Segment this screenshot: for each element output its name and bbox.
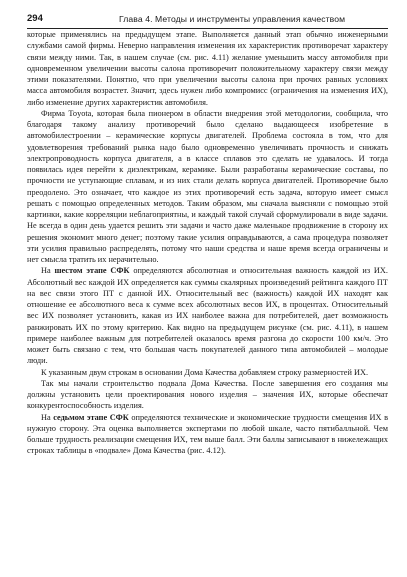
body-text (27, 29, 388, 457)
paragraph-3 (27, 265, 388, 366)
paragraph-2 (27, 108, 388, 266)
paragraph-4-text: К указанным двум строкам в основании Дома Качества добавляем строку размерностей ИХ. (41, 367, 369, 377)
paragraph-6-lead: На (41, 412, 54, 422)
paragraph-6-text: определяются технические и экономические трудности смещения ИХ в нужную сторону. Эта оценка выполняется экспертами по любой шкале, часто пятибалльной. Чем больше трудность реализации смещения ИХ, тем выше балл. Эти баллы записывают в нижележащих строках таблицы в «подвале» Дома Качества (рис. 4.12). (27, 412, 388, 456)
paragraph-3-text: определяются абсолютная и относительная важность каждой из ИХ. Абсолютный вес каждой ИХ определяется как суммы скалярных произведений рейтинга каждого ПТ на вес связи этого ПТ с данной ИХ. Относительный вес (важность) каждой ИХ находят как отношение ее абсолютного веса к сумме всех абсолютных весов ИХ, в процентах. Относительный вес ИХ позволяет установить, какая из ИХ наиболее важна для потребителей, дает возможность ранжировать ИХ по этому критерию. Как видно на предыдущем рисунке (см. рис. 4.11), в нашем примере наиболее важным для потребителей оказалось время разгона до скорости 100 км/ч. Это может быть связано с тем, что большая часть покупателей данного типа автомобилей – молодые люди. (27, 266, 388, 366)
paragraph-1 (27, 29, 388, 108)
paragraph-5 (27, 378, 388, 412)
sixth-stage-term: шестом этапе СФК (54, 266, 130, 276)
paragraph-5-text: Так мы начали строительство подвала Дома Качества. После завершения его создания мы должны установить цели проектирования нового изделия – значения ИХ, которые обеспечат конкурентоспособность изделия. (27, 378, 388, 411)
paragraph-3-lead: На (41, 266, 55, 276)
paragraph-2-text: Фирма Toyota, которая была пионером в области внедрения этой методологии, сообщила, что благодаря такому анализу противоречий было сделано выдающееся изобретение в автомобилестроении – керамические корпусы двигателей. Проблема состояла в том, что для удовлетворения требований рынка надо было одновременно увеличивать прочность и снижать электропроводность корпуса двигателя, а в классе сплавов это сделать не удавалось. И тогда появилась идея перейти к диэлектрикам, керамике. Были разработаны керамические составы, по прочности не уступающие сплавам, и из них стали делать корпуса двигателей. Противоречие было преодолено. Это означает, что каждое из этих противоречий есть задача, которую имеет смысл решать с помощью определенных методов. Таким образом, мы сначала выясняли с помощью этой картинки, какие корреляции неблагоприятны, и каждый такой случай сформулировали в виде задачи. Не всегда в один день удается решить эти задачи и часто даже маленькое продвижение в сторону их решения экономит много денег; поэтому такие усилия оправдываются, а сама процедура позволяет эти усилия правильно распределять, потому что наши средства и наше время всегда ограничены и нет смысла тратить их нерачительно. (27, 108, 388, 264)
running-title: Глава 4. Методы и инструменты управления качеством (119, 14, 346, 24)
paragraph-4 (27, 367, 388, 378)
seventh-stage-term: седьмом этапе СФК (53, 412, 129, 422)
running-header (27, 6, 388, 29)
page-number: 294 (27, 13, 43, 24)
paragraph-1-text: которые применялись на предыдущем этапе. Выполняется данный этап обычно инженерными службами самой фирмы. Неверно направления изменения их характеристик противоречат характеру связи между ними. Так, в нашем случае (см. рис. 4.11) желание уменьшить массу автомобиля при одновременном увеличении высоты салона противоречит положительному характеру связи между этими показателями. Понятно, что при увеличении высоты салона при прочих равных условиях масса автомобиля возрастет. Значит, здесь нужен либо компромисс (ограничения на изменения ИХ), либо изменение других характеристик автомобиля. (27, 30, 388, 107)
paragraph-6 (27, 412, 388, 457)
